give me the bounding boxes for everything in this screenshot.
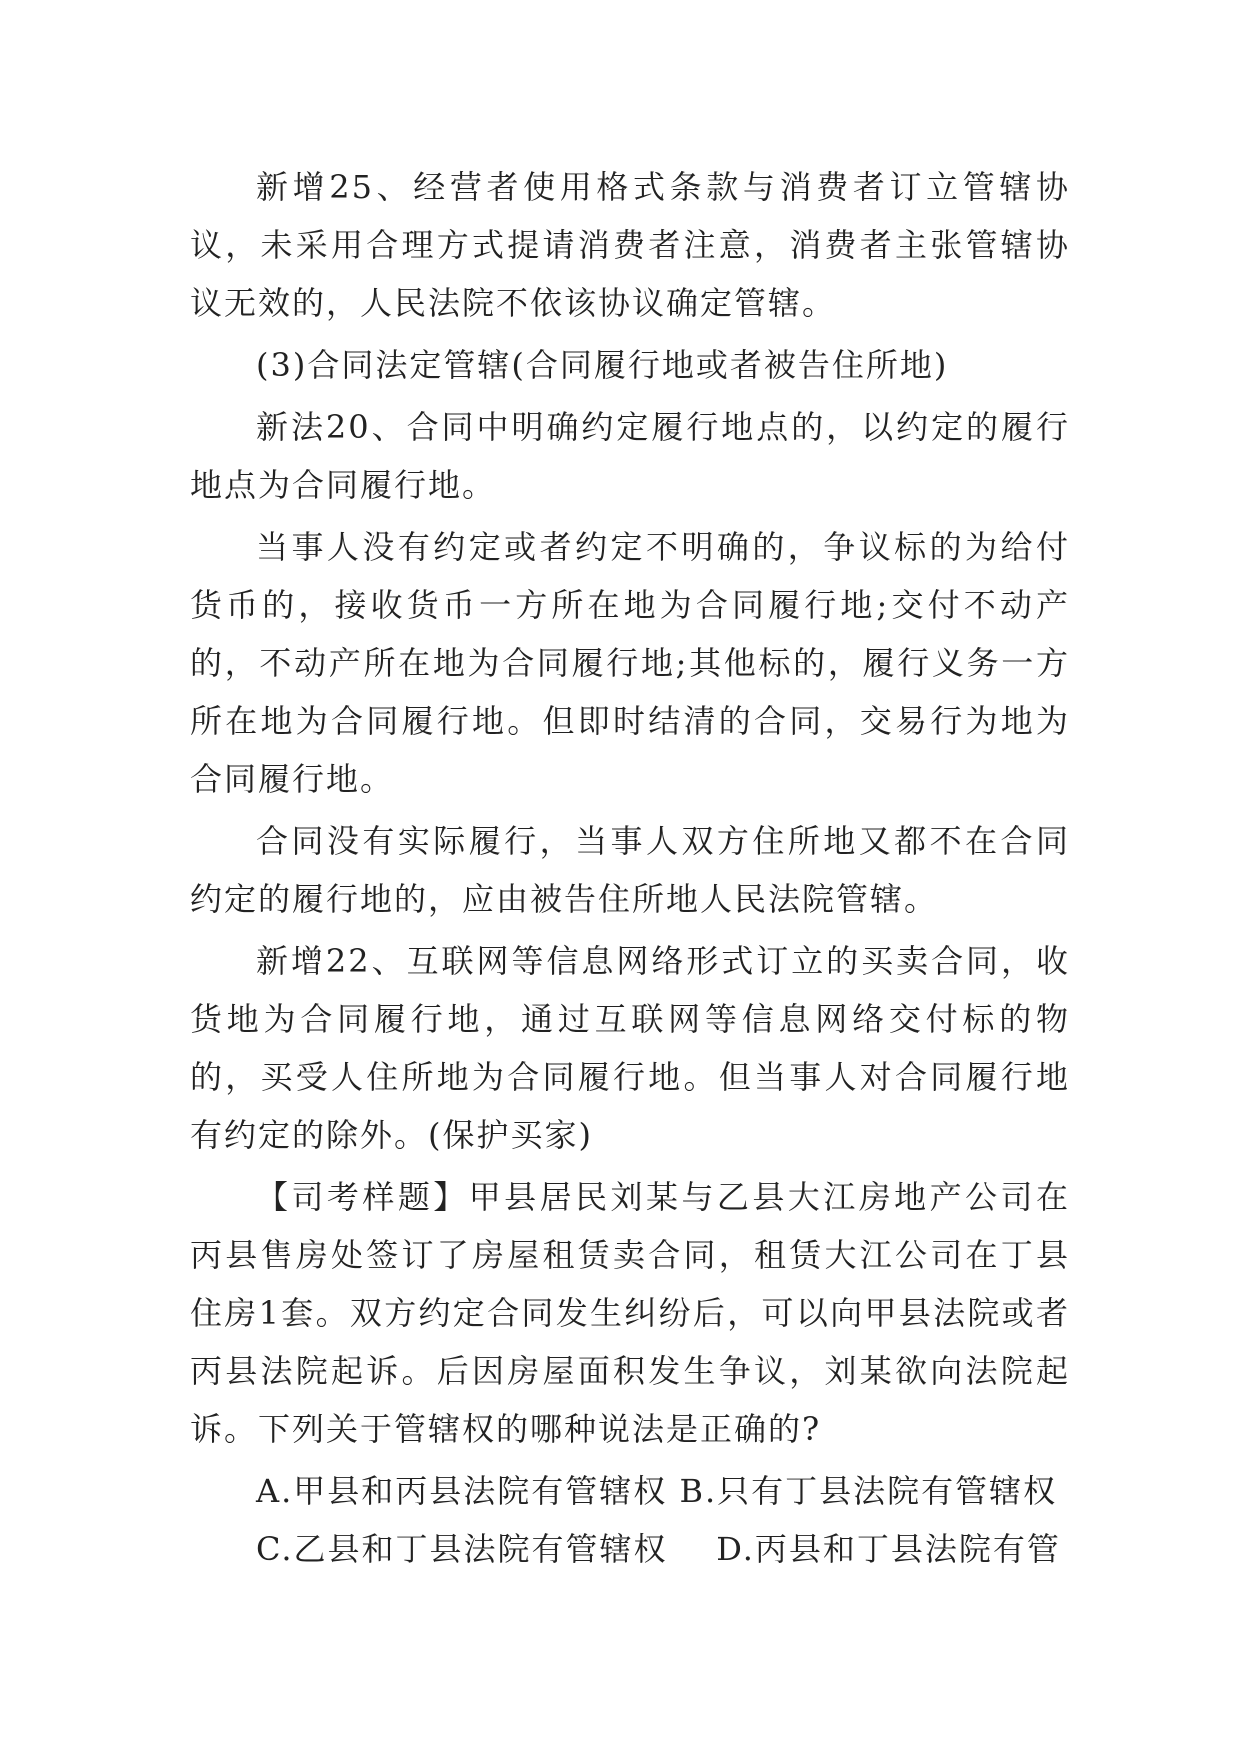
paragraph-format-clause: 新增25、经营者使用格式条款与消费者订立管辖协议，未采用合理方式提请消费者注意，消费者主张管辖协议无效的，人民法院不依该协议确定管辖。 — [190, 168, 1070, 322]
answer-options-cd: C.乙县和丁县法院有管辖权 D.丙县和丁县法院有管 — [256, 1530, 1061, 1568]
answer-options-ab: A.甲县和丙县法院有管辖权 B.只有丁县法院有管辖权 — [256, 1472, 1058, 1510]
document-body — [190, 158, 1070, 1578]
paragraph-not-performed: 合同没有实际履行，当事人双方住所地又都不在合同约定的履行地的，应由被告住所地人民法院管辖。 — [190, 822, 1070, 918]
paragraph-unclear-agreement: 当事人没有约定或者约定不明确的，争议标的为给付货币的，接收货币一方所在地为合同履行地;交付不动产的，不动产所在地为合同履行地;其他标的，履行义务一方所在地为合同履行地。但即时结清的合同，交易行为地为合同履行地。 — [190, 528, 1070, 798]
paragraph-agreed-place: 新法20、合同中明确约定履行地点的，以约定的履行地点为合同履行地。 — [190, 408, 1070, 504]
paragraph-sample-question: 【司考样题】甲县居民刘某与乙县大江房地产公司在丙县售房处签订了房屋租赁卖合同，租赁大江公司在丁县住房1套。双方约定合同发生纠纷后，可以向甲县法院或者丙县法院起诉。后因房屋面积发生争议，刘某欲向法院起诉。下列关于管辖权的哪种说法是正确的? — [190, 1178, 1070, 1448]
paragraph-internet-contract: 新增22、互联网等信息网络形式订立的买卖合同，收货地为合同履行地，通过互联网等信息网络交付标的物的，买受人住所地为合同履行地。但当事人对合同履行地有约定的除外。(保护买家) — [190, 942, 1070, 1154]
paragraph-section-heading: (3)合同法定管辖(合同履行地或者被告住所地) — [256, 346, 949, 384]
